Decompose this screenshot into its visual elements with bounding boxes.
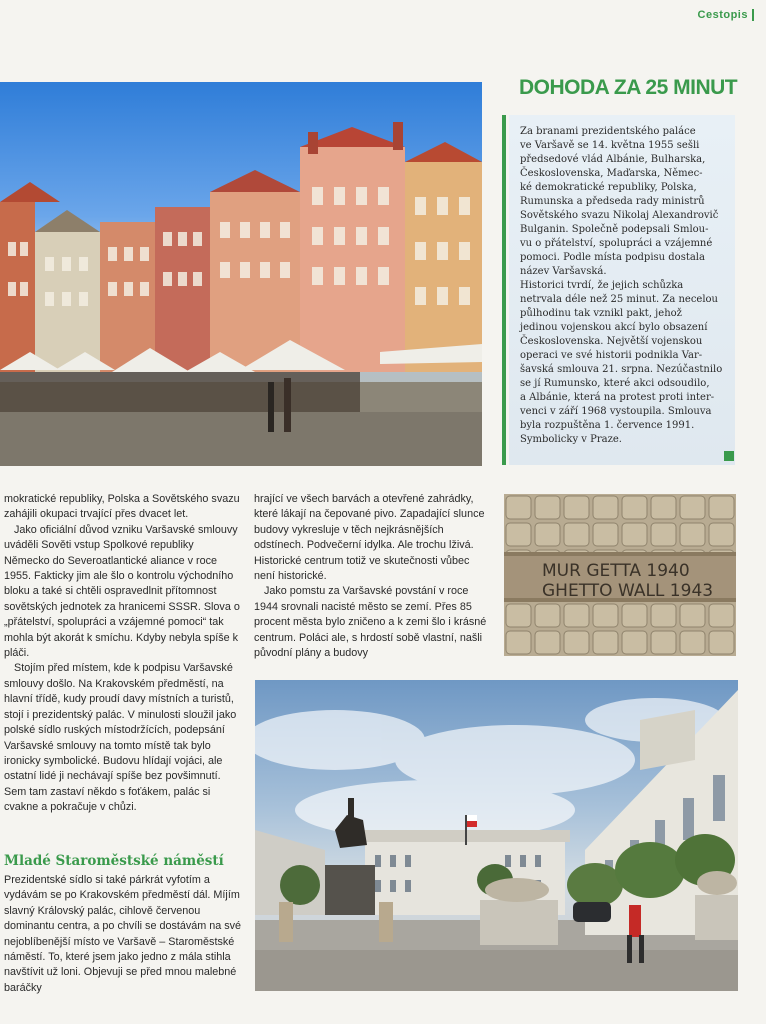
old-town-square-photo — [0, 82, 482, 466]
paragraph: mokratické republiky, Polska a Sovětského svazu zahájili okupaci trvající přes dvacet let. — [4, 493, 240, 521]
sidebar-line: a Albánie, která na protest proti inter- — [520, 392, 715, 403]
sidebar-line: vu o přátelství, spolupráci a vzájemné — [520, 238, 713, 249]
article-column-1 — [4, 492, 242, 816]
article-column-2 — [254, 492, 490, 661]
paragraph: hrající ve všech barvách a otevřené zahrádky, které lákají na čepované pivo. Zapadající slunce budovy vykresluje v těch nejkrásnějších odstínech. Podvečerní idylka. Ale trochu lživá. Historické centrum totiž ve skutečnosti vůbec není historické. — [254, 493, 485, 583]
sidebar-line: pomoci. Podle místa podpisu dostala — [520, 252, 705, 263]
sidebar-line: jedinou vojenskou akcí bylo obsazení — [520, 322, 708, 333]
sidebar-line: Historici tvrdí, že jejich schůzka — [520, 280, 684, 291]
sidebar-line: venci v září 1968 vystoupila. Smlouva — [520, 406, 712, 417]
sidebar-line: předsedové vlád Albánie, Bulharska, — [520, 154, 706, 165]
paragraph: Jako pomstu za Varšavské povstání v roce 1944 srovnali nacisté město se zemí. Přes 85 procent města bylo zničeno a k zemi šlo i krásné centrum. Poláci ale, s hrdostí sobě vlastní, našli původní plány a budovy — [254, 585, 487, 660]
sidebar-line: Československa, Maďarska, Němec- — [520, 168, 703, 179]
sidebar-line: Rumunska a předseda rady ministrů — [520, 196, 705, 207]
section-tag: Cestopis — [698, 9, 754, 21]
sidebar-line: Sovětského svazu Nikolaj Alexandrovič — [520, 210, 719, 221]
paragraph: Jako oficiální důvod vzniku Varšavské smlouvy uváděli Sověti vstup Spolkové republiky Německo do Severoatlantické aliance v roce 1955. Fakticky jim ale šlo o kontrolu východního bloku a také si chtěli ospravedlnit přítomnost sovětských jednotek za hranicemi SSSR. Slova o „přátelství, spolupráci a vzájemné pomoci“ tak mohla být akorát k smíchu. Kdyby nebyla spíše k pláči. — [4, 523, 240, 660]
paragraph: Stojím před místem, kde k podpisu Varšavské smlouvy došlo. Na Krakovském předměstí, na hlavní třídě, kudy proudí davy místních a turistů, stojí i prezidentský palác. V minulosti sloužil jako polské sídlo ruských místodržících, podepsání Varšavské smlouvy na tomto místě tak bylo ironicky symbolické. Budovu hlídají vojáci, ale ostatní lidé ji nechávají spíše bez povšimnutí. Sem tam zastaví někdo s foťákem, palác si cvakne a pokračuje v chůzi. — [4, 662, 237, 814]
sidebar-line: půlhodinu tak vznikl pakt, jehož — [520, 308, 682, 319]
sidebar-line: netrvala déle než 25 minut. Za necelou — [520, 294, 718, 305]
sidebar-text — [520, 125, 726, 447]
sidebar-line: operaci ve své historii podnikla Var- — [520, 350, 703, 361]
subheading: Mladé Staroměstské náměstí — [4, 853, 224, 869]
sidebar-line: ké demokratické republiky, Polska, — [520, 182, 697, 193]
sidebar-line: se jí Rumunsko, které akci odsoudilo, — [520, 378, 710, 389]
sidebar-accent-rule — [502, 115, 506, 465]
sidebar-line: ve Varšavě se 14. května 1955 sešli — [520, 140, 700, 151]
sidebar-line: název Varšavská. — [520, 266, 607, 277]
plaque-line-1: MUR GETTA 1940 — [542, 561, 690, 581]
article-column-1-continued — [4, 873, 242, 996]
sidebar-line: Symbolicky v Praze. — [520, 434, 622, 445]
sidebar-line: šavská smlouva 21. srpna. Nezúčastnilo — [520, 364, 723, 375]
plaque-line-2: GHETTO WALL 1943 — [542, 581, 714, 601]
sidebar-title: DOHODA ZA 25 MINUT — [519, 76, 738, 99]
presidential-palace-photo — [255, 680, 738, 991]
ghetto-wall-plaque-photo — [504, 494, 736, 656]
sidebar-line: Československa. Největší vojenskou — [520, 336, 703, 347]
sidebar-end-mark — [724, 451, 734, 461]
paragraph: Prezidentské sídlo si také párkrát vyfotím a vydávám se po Krakovském předměstí dál. Míjím slavný Královský palác, cihlově červenou dominantu centra, a po chvíli se dostávám na své nejoblíbenější místo ve Varšavě – Staroměstské náměstí. To, které jsem jako jedno z mála stihla navštívit už loni. Objevuji se před mnou malebné baráčky — [4, 874, 242, 994]
sidebar-line: byla rozpuštěna 1. července 1991. — [520, 420, 695, 431]
sidebar-line: Za branami prezidentského paláce — [520, 126, 696, 137]
sidebar-line: Bulganin. Společně podepsali Smlou- — [520, 224, 709, 235]
